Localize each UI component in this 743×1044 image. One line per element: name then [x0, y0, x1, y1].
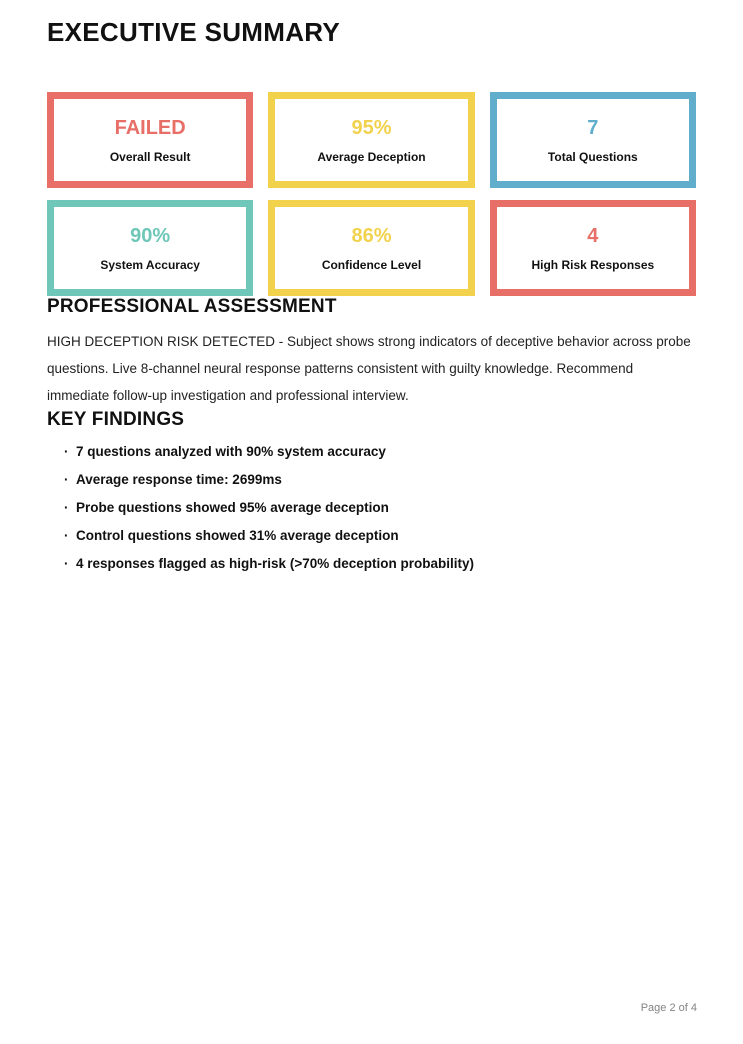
stat-label: Overall Result: [109, 149, 191, 164]
professional-assessment-heading: PROFESSIONAL ASSESSMENT: [47, 296, 337, 317]
professional-assessment-text: HIGH DECEPTION RISK DETECTED - Subject shows strong indicators of deceptive behavior across probe questions. Live 8-channel neural response patterns consistent with guilty knowledge. Recommend immediate follow-up investigation and professional interview.: [47, 334, 691, 403]
stat-card-total-questions: [490, 92, 696, 188]
page-title: EXECUTIVE SUMMARY: [47, 17, 341, 47]
stat-card-overall-result: [47, 92, 253, 188]
key-findings-list: [47, 443, 696, 573]
stat-value: 4: [587, 224, 599, 247]
summary-stat-cards: [47, 92, 696, 296]
key-finding-item: · 7 questions analyzed with 90% system accuracy: [64, 443, 696, 461]
key-findings-heading: KEY FINDINGS: [47, 409, 185, 430]
stat-value: 7: [587, 116, 599, 139]
stat-value: 86%: [351, 224, 392, 247]
key-finding-item: · Probe questions showed 95% average deception: [64, 499, 696, 517]
key-finding-item: · Control questions showed 31% average deception: [64, 527, 696, 545]
stat-value: 90%: [130, 224, 171, 247]
stat-value: FAILED: [114, 116, 186, 139]
stat-card-high-risk-responses: [490, 200, 696, 296]
page-number: Page 2 of 4: [640, 1002, 697, 1014]
stat-card-average-deception: [268, 92, 474, 188]
key-finding-item: · Average response time: 2699ms: [64, 471, 696, 489]
stat-label: Confidence Level: [321, 257, 422, 272]
key-finding-item: · 4 responses flagged as high-risk (>70% deception probability): [64, 555, 696, 573]
report-content: [0, 16, 743, 573]
stat-card-confidence-level: [268, 200, 474, 296]
stat-label: Average Deception: [317, 149, 426, 164]
stat-label: High Risk Responses: [531, 257, 655, 272]
stat-card-system-accuracy: [47, 200, 253, 296]
stat-value: 95%: [351, 116, 392, 139]
stat-label: System Accuracy: [100, 257, 200, 272]
stat-label: Total Questions: [547, 149, 638, 164]
